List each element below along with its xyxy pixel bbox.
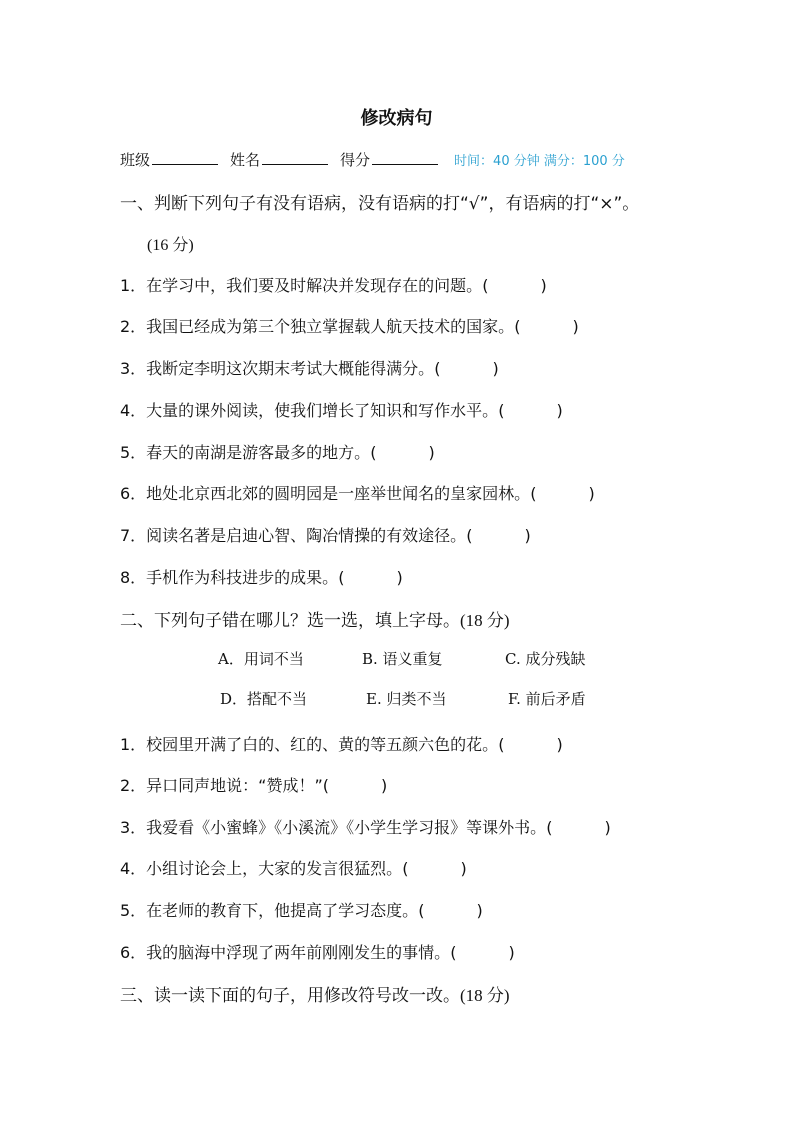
- question-item: [120, 565, 403, 588]
- option-d: D．搭配不当: [220, 690, 308, 708]
- answer-blank[interactable]: ( ): [402, 859, 467, 878]
- question-text: 4．大量的课外阅读，使我们增长了知识和写作水平。: [120, 401, 499, 420]
- time-and-score-meta: 时间：40 分钟 满分：100 分: [454, 154, 625, 169]
- name-field: [230, 149, 328, 170]
- section1-heading: [120, 189, 639, 214]
- question-text: 6．我的脑海中浮现了两年前刚刚发生的事情。: [120, 943, 451, 962]
- score-label: 得分: [340, 151, 371, 169]
- options-row-2: [220, 688, 586, 709]
- class-blank[interactable]: [152, 150, 218, 165]
- answer-blank[interactable]: ( ): [498, 401, 563, 420]
- answer-blank[interactable]: ( ): [434, 359, 499, 378]
- question-item: [120, 815, 611, 838]
- answer-blank[interactable]: ( ): [466, 526, 531, 545]
- question-text: 5．春天的南湖是游客最多的地方。: [120, 443, 371, 462]
- question-item: [120, 523, 531, 546]
- section3-points: (18 分): [460, 986, 510, 1005]
- answer-blank[interactable]: ( ): [322, 776, 388, 795]
- score-field: [340, 149, 438, 170]
- question-item: [120, 898, 483, 921]
- answer-blank[interactable]: ( ): [482, 276, 547, 295]
- question-item: [120, 481, 595, 504]
- question-text: 6．地处北京西北郊的圆明园是一座举世闻名的皇家园林。: [120, 484, 531, 503]
- question-text: 5．在老师的教育下，他提高了学习态度。: [120, 901, 419, 920]
- class-field: [120, 149, 218, 170]
- question-text: 2．异口同声地说：“赞成！”: [120, 776, 323, 795]
- answer-blank[interactable]: ( ): [450, 943, 515, 962]
- question-text: 3．我断定李明这次期末考试大概能得满分。: [120, 359, 435, 378]
- answer-blank[interactable]: ( ): [370, 443, 435, 462]
- student-info-row: [120, 149, 625, 170]
- option-a: A．用词不当: [218, 650, 304, 668]
- question-item: [120, 398, 563, 421]
- options-row-1: [218, 648, 585, 669]
- answer-blank[interactable]: ( ): [514, 317, 579, 336]
- answer-blank[interactable]: ( ): [546, 818, 611, 837]
- answer-blank[interactable]: ( ): [498, 735, 563, 754]
- option-f: F. 前后矛盾: [508, 690, 586, 708]
- question-item: [120, 356, 499, 379]
- question-item: [120, 314, 579, 337]
- section2-points: (18 分): [460, 611, 510, 630]
- name-label: 姓名: [230, 151, 261, 169]
- class-label: 班级: [120, 151, 151, 169]
- option-b: B. 语义重复: [362, 650, 443, 668]
- section3-heading: [120, 981, 510, 1006]
- question-text: 4．小组讨论会上，大家的发言很猛烈。: [120, 859, 403, 878]
- question-text: 2．我国已经成为第三个独立掌握载人航天技术的国家。: [120, 317, 515, 336]
- question-item: [120, 773, 387, 796]
- option-c: C. 成分残缺: [505, 650, 586, 668]
- answer-blank[interactable]: ( ): [530, 484, 595, 503]
- question-text: 3．我爱看《小蜜蜂》《小溪流》《小学生学习报》等课外书。: [120, 818, 547, 837]
- question-item: [120, 732, 563, 755]
- question-item: [120, 940, 515, 963]
- section2-heading: [120, 606, 510, 631]
- section1-points: (16 分): [147, 237, 194, 254]
- question-text: 1．在学习中，我们要及时解决并发现存在的问题。: [120, 276, 483, 295]
- question-text: 1．校园里开满了白的、红的、黄的等五颜六色的花。: [120, 735, 499, 754]
- question-item: [120, 273, 547, 296]
- score-blank[interactable]: [372, 150, 438, 165]
- question-item: [120, 856, 467, 879]
- question-text: 7．阅读名著是启迪心智、陶冶情操的有效途径。: [120, 526, 467, 545]
- section2-heading-text: 二、下列句子错在哪儿？选一选，填上字母。: [120, 611, 460, 631]
- page-title: 修改病句: [360, 108, 433, 129]
- section1-heading-text: 一、判断下列句子有没有语病，没有语病的打“√”，有语病的打“×”。: [120, 194, 640, 214]
- question-item: [120, 440, 435, 463]
- question-text: 8．手机作为科技进步的成果。: [120, 568, 339, 587]
- answer-blank[interactable]: ( ): [418, 901, 483, 920]
- option-e: E. 归类不当: [366, 690, 447, 708]
- section3-heading-text: 三、读一读下面的句子，用修改符号改一改。: [120, 986, 460, 1006]
- name-blank[interactable]: [262, 150, 328, 165]
- answer-blank[interactable]: ( ): [338, 568, 403, 587]
